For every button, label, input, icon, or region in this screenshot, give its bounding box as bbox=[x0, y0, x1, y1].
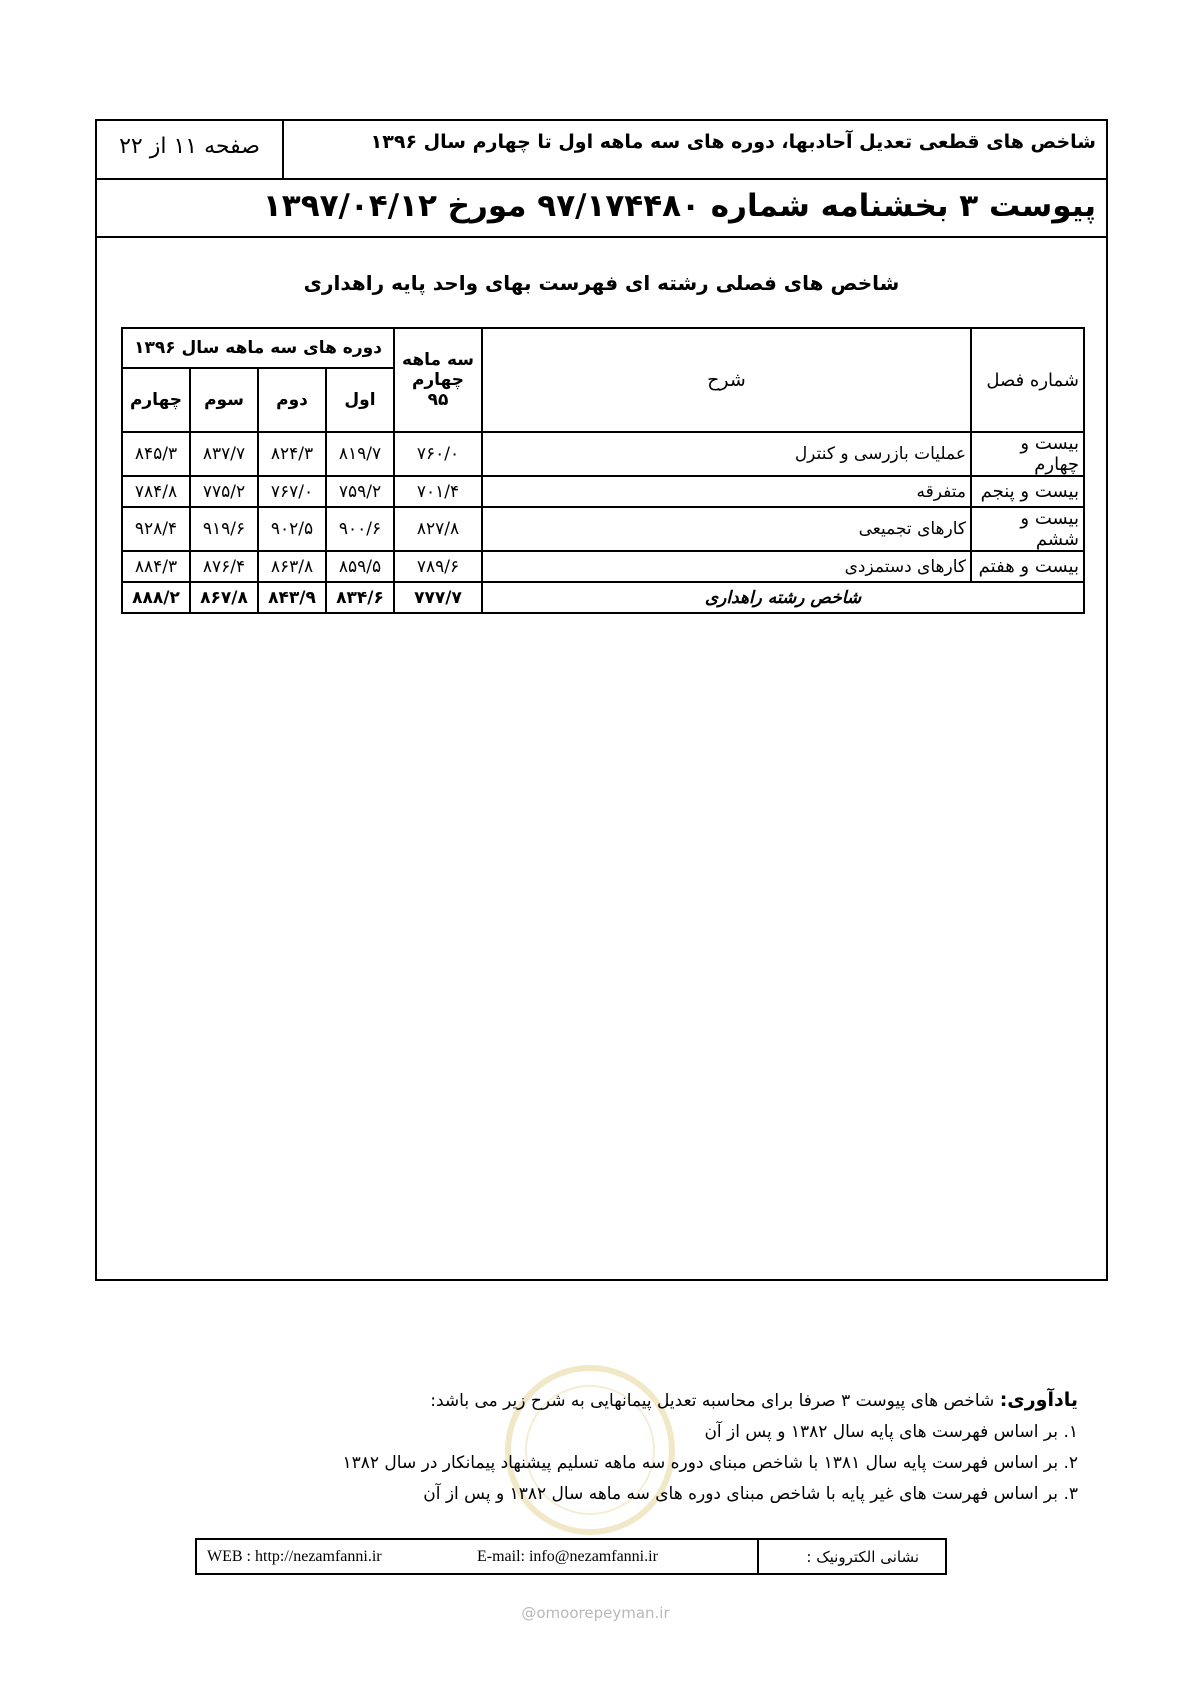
table-row bbox=[122, 507, 1084, 551]
cell-base: ۷۰۱/۴ bbox=[394, 476, 482, 507]
note-item: ۱. بر اساس فهرست های پایه سال ۱۳۸۲ و پس از آن bbox=[704, 1422, 1078, 1442]
header-period-2: دوم bbox=[258, 368, 326, 432]
note-item: ۲. بر اساس فهرست پایه سال ۱۳۸۱ با شاخص مبنای دوره سه ماهه تسلیم پیشنهاد پیمانکار در سال ۱۳۸۲ bbox=[342, 1453, 1078, 1473]
header-period-3: سوم bbox=[190, 368, 258, 432]
cell-description: متفرقه bbox=[482, 476, 971, 507]
header-base: سه ماهه چهارم ۹۵ bbox=[394, 328, 482, 432]
cell-chapter: بیست و چهارم bbox=[971, 432, 1084, 476]
cell-q2: ۸۲۴/۳ bbox=[258, 432, 326, 476]
email-link[interactable]: E-mail: info@nezamfanni.ir bbox=[477, 1548, 658, 1565]
document-frame bbox=[95, 119, 1108, 1281]
contact-box bbox=[195, 1538, 947, 1575]
cell-base: ۷۸۹/۶ bbox=[394, 551, 482, 582]
cell-q4: ۷۸۴/۸ bbox=[122, 476, 190, 507]
cell-chapter: بیست و پنجم bbox=[971, 476, 1084, 507]
website-link[interactable]: WEB : http://nezamfanni.ir bbox=[207, 1548, 382, 1565]
document-title: شاخص های قطعی تعدیل آحادبها، دوره های سه ماهه اول تا چهارم سال ۱۳۹۶ bbox=[370, 131, 1096, 153]
header-chapter: شماره فصل bbox=[971, 328, 1084, 432]
notes-intro-line bbox=[343, 1385, 1079, 1417]
cell-q1: ۸۵۹/۵ bbox=[326, 551, 394, 582]
cell-description: کارهای دستمزدی bbox=[482, 551, 971, 582]
total-q1: ۸۳۴/۶ bbox=[326, 582, 394, 613]
cell-q3: ۸۷۶/۴ bbox=[190, 551, 258, 582]
note-item: ۳. بر اساس فهرست های غیر پایه با شاخص مبنای دوره های سه ماهه سال ۱۳۸۲ و پس از آن bbox=[423, 1484, 1078, 1504]
cell-chapter: بیست و ششم bbox=[971, 507, 1084, 551]
cell-q4: ۸۴۵/۳ bbox=[122, 432, 190, 476]
cell-q1: ۷۵۹/۲ bbox=[326, 476, 394, 507]
cell-q3: ۷۷۵/۲ bbox=[190, 476, 258, 507]
table-row bbox=[122, 432, 1084, 476]
annex-title: پیوست ۳ بخشنامه شماره ۹۷/۱۷۴۴۸۰ مورخ ۱۳۹۷/۰۴/۱۲ bbox=[262, 188, 1096, 224]
total-base: ۷۷۷/۷ bbox=[394, 582, 482, 613]
total-row bbox=[122, 582, 1084, 613]
header-period-4: چهارم bbox=[122, 368, 190, 432]
cell-q2: ۷۶۷/۰ bbox=[258, 476, 326, 507]
header-periods-group: دوره های سه ماهه سال ۱۳۹۶ bbox=[122, 328, 394, 368]
notes-intro: شاخص های پیوست ۳ صرفا برای محاسبه تعدیل پیمانهایی به شرح زیر می باشد: bbox=[430, 1391, 995, 1411]
total-q4: ۸۸۸/۲ bbox=[122, 582, 190, 613]
cell-q3: ۹۱۹/۶ bbox=[190, 507, 258, 551]
cell-chapter: بیست و هفتم bbox=[971, 551, 1084, 582]
header-row bbox=[97, 121, 1106, 180]
contact-label: نشانی الکترونیک : bbox=[806, 1548, 919, 1566]
notes-section bbox=[343, 1385, 1079, 1510]
cell-q1: ۸۱۹/۷ bbox=[326, 432, 394, 476]
cell-q4: ۹۲۸/۴ bbox=[122, 507, 190, 551]
header-period-1: اول bbox=[326, 368, 394, 432]
header-description: شرح bbox=[482, 328, 971, 432]
contact-divider bbox=[757, 1540, 759, 1573]
header-divider bbox=[282, 121, 284, 178]
cell-description: کارهای تجمیعی bbox=[482, 507, 971, 551]
cell-q1: ۹۰۰/۶ bbox=[326, 507, 394, 551]
annex-row bbox=[97, 180, 1106, 238]
index-table bbox=[121, 327, 1085, 614]
cell-q3: ۸۳۷/۷ bbox=[190, 432, 258, 476]
cell-base: ۷۶۰/۰ bbox=[394, 432, 482, 476]
cell-q2: ۹۰۲/۵ bbox=[258, 507, 326, 551]
watermark-text: @omoorepeyman.ir bbox=[521, 1604, 670, 1622]
cell-base: ۸۲۷/۸ bbox=[394, 507, 482, 551]
notes-label: یادآوری: bbox=[999, 1389, 1078, 1411]
total-label: شاخص رشته راهداری bbox=[482, 582, 1084, 613]
cell-q2: ۸۶۳/۸ bbox=[258, 551, 326, 582]
table-title: شاخص های فصلی رشته ای فهرست بهای واحد پایه راهداری bbox=[303, 271, 900, 295]
table-row bbox=[122, 551, 1084, 582]
cell-description: عملیات بازرسی و کنترل bbox=[482, 432, 971, 476]
page-number: صفحه ۱۱ از ۲۲ bbox=[119, 134, 260, 159]
total-q3: ۸۶۷/۸ bbox=[190, 582, 258, 613]
cell-q4: ۸۸۴/۳ bbox=[122, 551, 190, 582]
table-row bbox=[122, 476, 1084, 507]
total-q2: ۸۴۳/۹ bbox=[258, 582, 326, 613]
